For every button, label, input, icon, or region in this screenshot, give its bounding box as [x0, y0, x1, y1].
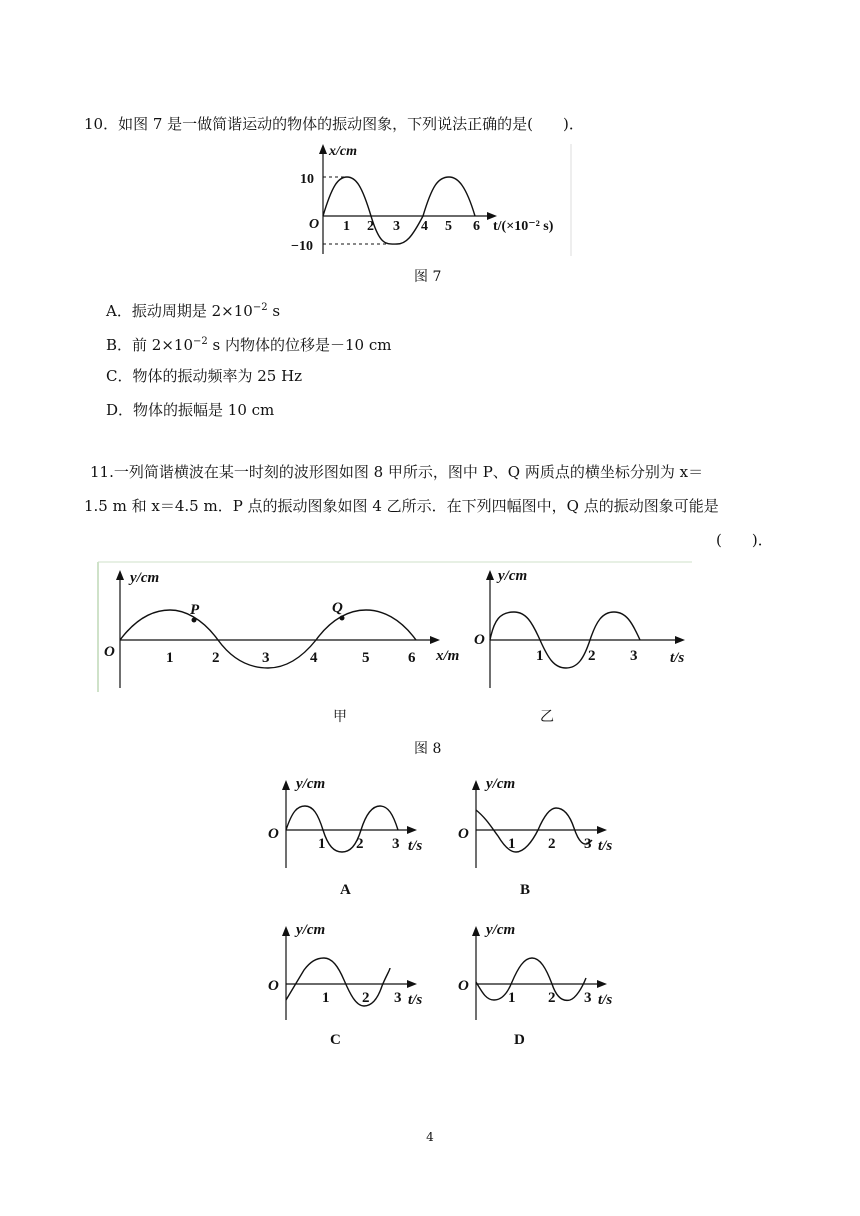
option-d-y-label: y/cm: [486, 922, 516, 938]
fig7-y-label: x/cm: [329, 144, 357, 159]
fig8-yi-x-tick: 1: [536, 648, 544, 664]
option-c-origin: O: [268, 978, 279, 994]
option-d-label: D: [514, 1032, 525, 1048]
option-b-graph: [452, 770, 632, 900]
q10-option-a: A．振动周期是 $2\times 10^{-2}$ s: [106, 302, 281, 320]
option-d-graph: [452, 916, 632, 1051]
option-c-y-label: y/cm: [296, 922, 326, 938]
option-d-x-tick: 1: [508, 990, 516, 1006]
q11-stem-line-1: 11.一列简谐横波在某一时刻的波形图如图 8 甲所示，图中 P、Q 两质点的横坐标分别为 x＝: [90, 463, 704, 481]
option-a-x-tick: 3: [392, 836, 400, 852]
option-c-x-tick: 2: [362, 990, 370, 1006]
option-a-origin: O: [268, 826, 279, 842]
option-b-y-label: y/cm: [486, 776, 516, 792]
fig7-x-label: t/(×10⁻² s): [493, 219, 554, 234]
q11-answer-blank: ( )．: [716, 531, 773, 549]
option-b-label: B: [520, 882, 531, 898]
q11-stem-line-2: 1.5 m 和 x＝4.5 m．P 点的振动图象如图 4 乙所示．在下列四幅图中，Q 点的振动图象可能是: [84, 497, 719, 515]
q10-option-d: D．物体的振幅是 10 cm: [106, 401, 275, 419]
fig7-x-tick: 5: [445, 219, 452, 234]
fig8-jia-x-tick: 3: [262, 650, 270, 666]
fig7-x-tick: 1: [343, 219, 350, 234]
q10-option-c: C．物体的振动频率为 25 Hz: [106, 367, 303, 385]
option-d-x-tick: 2: [548, 990, 556, 1006]
fig8-jia-x-tick: 1: [166, 650, 174, 666]
fig7-y-tick-top: 10: [300, 172, 314, 187]
option-c-x-label: t/s: [408, 992, 423, 1008]
option-b-origin: O: [458, 826, 469, 842]
option-b-x-tick: 2: [548, 836, 556, 852]
fig8-yi-x-tick: 2: [588, 648, 596, 664]
option-a-x-tick: 2: [356, 836, 364, 852]
fig7-x-tick: 3: [393, 219, 400, 234]
option-d-x-label: t/s: [598, 992, 613, 1008]
fig8-yi-y-label: y/cm: [498, 568, 528, 584]
option-a-y-label: y/cm: [296, 776, 326, 792]
point-q-label: Q: [332, 600, 343, 616]
fig8-yi-x-label: t/s: [670, 650, 685, 666]
option-b-x-tick: 3: [584, 836, 592, 852]
option-a-x-tick: 1: [318, 836, 326, 852]
fig8-jia-x-tick: 5: [362, 650, 370, 666]
figure-7-caption: 图 7: [414, 269, 442, 285]
fig8-jia-y-label: y/cm: [130, 570, 160, 586]
point-p-label: P: [190, 602, 200, 618]
page-number: 4: [426, 1130, 434, 1144]
option-c-graph: [262, 916, 442, 1051]
option-a-x-label: t/s: [408, 838, 423, 854]
fig7-origin: O: [309, 217, 320, 232]
option-c-x-tick: 3: [394, 990, 402, 1006]
q10-stem: 10．如图 7 是一做简谐运动的物体的振动图象，下列说法正确的是( )．: [84, 115, 584, 133]
fig7-x-tick: 2: [367, 219, 374, 234]
option-c-x-tick: 1: [322, 990, 330, 1006]
fig7-x-tick: 4: [421, 219, 428, 234]
fig8-yi-origin: O: [474, 632, 485, 648]
figure-8-jia-caption: 甲: [333, 709, 347, 725]
fig8-jia-x-tick: 2: [212, 650, 220, 666]
figure-8-caption: 图 8: [414, 741, 442, 757]
figure-8-jia-graph: [98, 560, 478, 694]
q10-option-b: B．前 $2\times 10^{-2}$ s 内物体的位移是－10 cm: [106, 336, 392, 354]
fig8-jia-x-tick: 4: [310, 650, 318, 666]
figure-8-yi-caption: 乙: [540, 709, 554, 725]
option-d-x-tick: 3: [584, 990, 592, 1006]
option-d-origin: O: [458, 978, 469, 994]
option-b-x-tick: 1: [508, 836, 516, 852]
option-c-label: C: [330, 1032, 341, 1048]
fig7-x-tick: 6: [473, 219, 480, 234]
option-a-graph: [262, 770, 442, 900]
fig8-jia-origin: O: [104, 644, 115, 660]
fig8-yi-x-tick: 3: [630, 648, 638, 664]
option-b-x-label: t/s: [598, 838, 613, 854]
figure-7-graph: [285, 140, 575, 258]
fig7-y-tick-bottom: −10: [291, 239, 313, 254]
option-a-label: A: [340, 882, 351, 898]
fig8-jia-x-tick: 6: [408, 650, 416, 666]
fig8-jia-x-label: x/m: [436, 648, 460, 664]
figure-8-yi-graph: [470, 560, 700, 694]
